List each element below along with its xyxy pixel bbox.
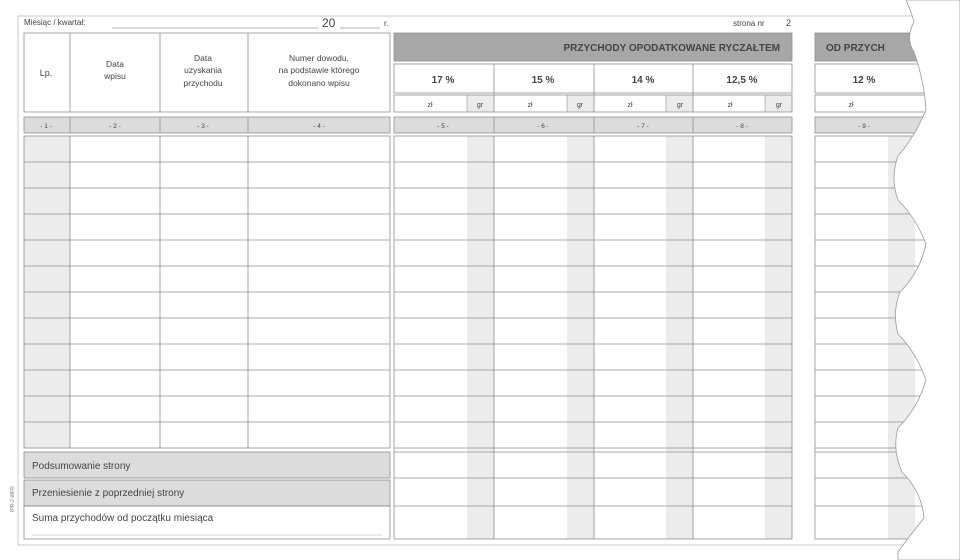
column-number-7: - 7 - <box>637 123 649 130</box>
gr-label-6: gr <box>576 102 584 109</box>
zl-label-8: zł <box>727 102 733 109</box>
gr-label-5: gr <box>476 102 484 109</box>
column-doc-number-line1: Numer dowodu, <box>288 53 350 63</box>
column-number-3: - 3 - <box>197 123 209 130</box>
gr-label-8: gr <box>775 102 783 109</box>
column-entry-date-line2: wpisu <box>104 71 126 81</box>
column-number-4: - 4 - <box>313 123 325 130</box>
rate-15: 15 % <box>531 75 555 86</box>
form-code: IPR-2-WFR <box>10 486 16 512</box>
page-label: strona nr <box>733 19 765 28</box>
column-number-8: - 8 - <box>736 123 748 130</box>
column-income-date-line1: Data <box>194 53 212 63</box>
torn-edge-shape <box>894 0 960 560</box>
zl-label-6: zł <box>527 102 533 109</box>
gr-label-7: gr <box>676 102 684 109</box>
year-prefix: 20 <box>322 16 336 30</box>
carry-over-label: Przeniesienie z poprzedniej strony <box>32 488 185 499</box>
zl-label-5: zł <box>427 102 433 109</box>
rate-14: 14 % <box>631 75 655 86</box>
column-doc-number-line2: na podstawie którego <box>278 65 360 75</box>
rate-17: 17 % <box>431 75 455 86</box>
month-total-label: Suma przychodów od początku miesiąca <box>32 513 214 524</box>
column-entry-date-line1: Data <box>106 59 124 69</box>
column-income-date-line2: uzyskania <box>184 65 222 75</box>
column-number-9: - 9 - <box>858 123 870 130</box>
year-suffix: r. <box>384 19 389 28</box>
rate-12-5: 12,5 % <box>726 75 758 86</box>
taxed-income-title: PRZYCHODY OPODATKOWANE RYCZAŁTEM <box>563 43 780 54</box>
column-doc-number-line3: dokonano wpisu <box>288 78 350 88</box>
page-summary-label: Podsumowanie strony <box>32 461 131 472</box>
zl-label-9: zł <box>848 102 854 109</box>
rate-12: 12 % <box>852 75 876 86</box>
second-section-title: OD PRZYCH <box>826 43 885 54</box>
column-income-date-line3: przychodu <box>183 78 223 88</box>
zl-label-7: zł <box>627 102 633 109</box>
column-number-6: - 6 - <box>537 123 549 130</box>
column-number-2: - 2 - <box>109 123 121 130</box>
column-lp-header: Lp. <box>39 68 53 78</box>
page-number: 2 <box>786 18 792 28</box>
month-quarter-label: Miesiąc / kwartał: <box>24 18 86 27</box>
column-number-1: - 1 - <box>40 123 52 130</box>
column-number-5: - 5 - <box>437 123 449 130</box>
